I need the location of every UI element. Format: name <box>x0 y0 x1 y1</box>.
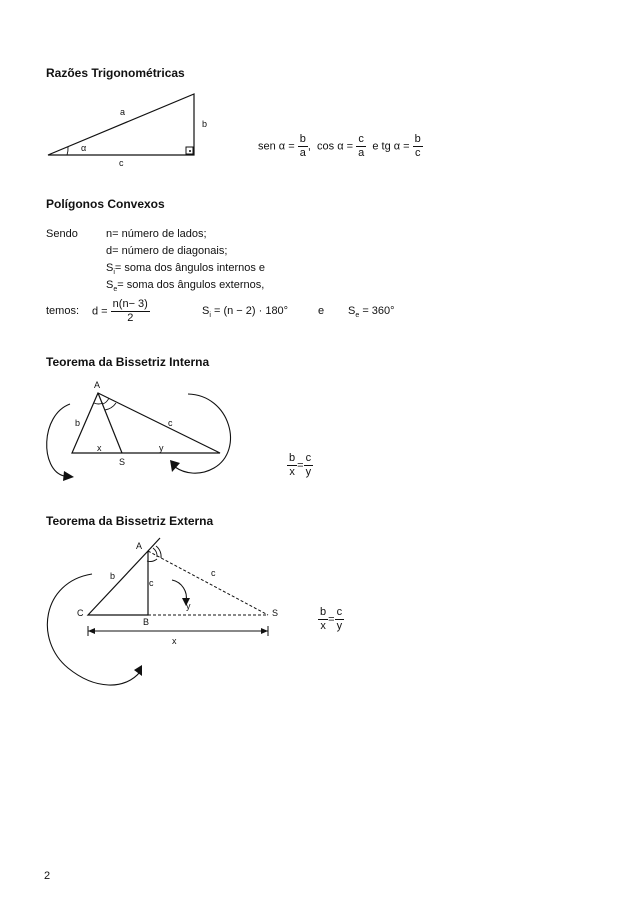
bint-label-y: y <box>159 443 164 453</box>
poly-title: Polígonos Convexos <box>46 197 165 211</box>
trig-label-a: a <box>120 107 126 117</box>
poly-sendo: Sendo <box>46 228 78 240</box>
bext-label-x: x <box>172 636 177 646</box>
bext-label-b: b <box>110 571 116 581</box>
cos-num: c <box>356 133 366 147</box>
bext-d1: x <box>320 620 326 632</box>
cos-label: cos α = <box>317 140 354 153</box>
se-rest: = 360° <box>362 305 395 317</box>
bext-label-B: B <box>143 617 150 627</box>
bext-frac2 <box>335 606 345 633</box>
bext-ratio <box>318 606 344 633</box>
bint-label-S: S <box>119 457 126 467</box>
tg-label: e tg α = <box>372 140 410 153</box>
cos-den: a <box>358 147 365 159</box>
e-word: e <box>318 305 325 317</box>
bint-label-c: c <box>168 418 173 428</box>
poly-temos: temos: <box>46 305 80 317</box>
se-sub: e <box>355 312 360 320</box>
poly-line3-s: S <box>106 262 114 274</box>
bext-d2: y <box>336 620 343 632</box>
trig-label-c: c <box>119 158 124 168</box>
bext-n1: b <box>320 606 327 618</box>
poly-line4-s: S <box>106 279 114 291</box>
d-num: n(n− 3) <box>112 298 148 310</box>
si-s: S <box>202 305 210 317</box>
page-number: 2 <box>44 870 51 882</box>
poly-line2: d= número de diagonais; <box>106 245 228 257</box>
d-den: 2 <box>127 312 134 324</box>
sen-label: sen α = <box>258 140 295 153</box>
tg-den: c <box>414 147 421 159</box>
trig-title: Razões Trigonométricas <box>46 66 185 80</box>
bint-label-b: b <box>75 418 81 428</box>
poly-line4-rest: = soma dos ângulos externos, <box>117 279 265 291</box>
bext-label-C: C <box>77 608 84 618</box>
tg-num: b <box>414 133 421 145</box>
bint-n2: c <box>305 452 312 464</box>
bint-title: Teorema da Bissetriz Interna <box>46 355 210 369</box>
poly-line3-sub: i <box>113 269 115 277</box>
bext-label-S: S <box>272 608 279 618</box>
bext-label-c1: c <box>149 578 154 588</box>
si-sub: i <box>209 312 211 320</box>
se-s: S <box>348 305 356 317</box>
bext-frac1 <box>318 606 328 633</box>
poly-line4-sub: e <box>113 286 118 294</box>
poly-line3-rest: = soma dos ângulos internos e <box>114 262 266 274</box>
bext-n2: c <box>336 606 343 618</box>
bext-title: Teorema da Bissetriz Externa <box>46 514 214 528</box>
bext-label-y: y <box>186 601 191 611</box>
bint-label-A: A <box>94 380 101 390</box>
d-eq: d = <box>92 305 108 318</box>
si-rest: = (n − 2) · 180° <box>213 305 289 317</box>
bint-label-x: x <box>97 443 102 453</box>
bext-label-A: A <box>136 541 143 551</box>
bext-label-c2: c <box>211 568 216 578</box>
sen-num: b <box>299 133 306 145</box>
bext-eq: = <box>328 613 335 626</box>
bint-eq: = <box>297 459 304 472</box>
bint-d1: x <box>289 466 295 478</box>
bint-n1: b <box>289 452 296 464</box>
trig-label-alpha: α <box>81 143 87 153</box>
comma: , <box>307 140 311 153</box>
bint-d2: y <box>305 466 312 478</box>
sen-den: a <box>299 147 306 159</box>
trig-label-b: b <box>202 119 208 129</box>
poly-line1: n= número de lados; <box>106 228 207 240</box>
